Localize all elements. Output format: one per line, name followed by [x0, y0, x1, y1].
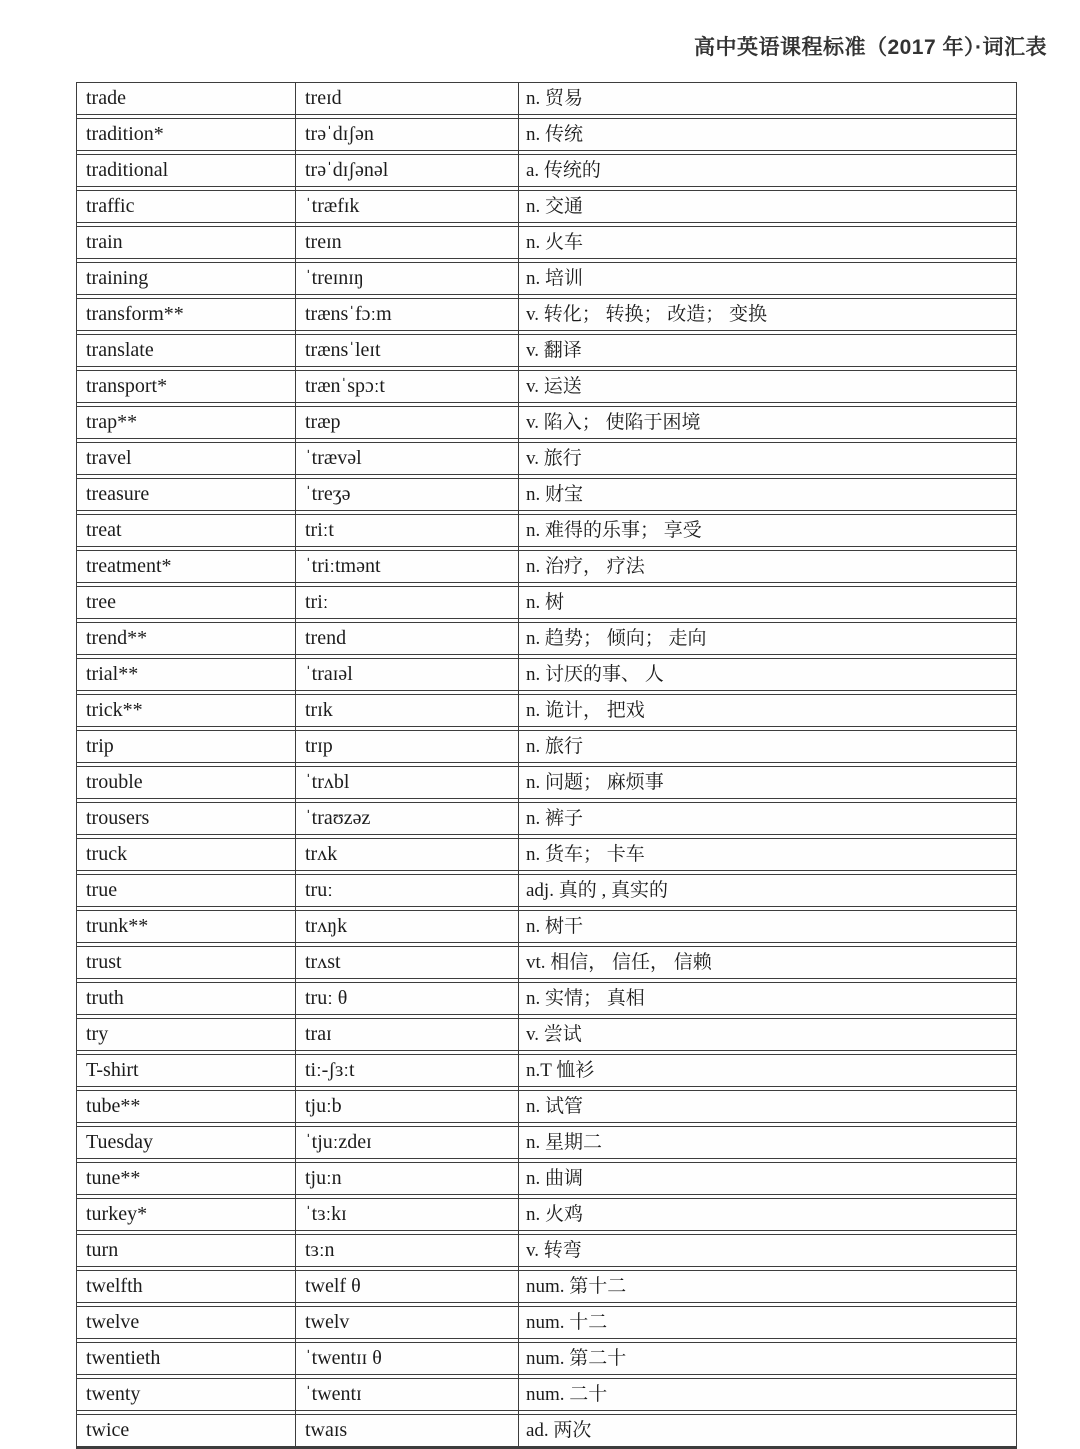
ipa-cell: ˈtreʒə: [305, 483, 351, 505]
table-row: [77, 262, 1016, 295]
meaning-cell: n. 星期二: [526, 1132, 603, 1153]
word-cell: tree: [86, 591, 116, 613]
meaning-cell: n. 货车； 卡车: [526, 844, 645, 865]
table-row: [77, 802, 1016, 835]
meaning-cell: n. 治疗， 疗法: [526, 556, 645, 577]
ipa-cell: truː θ: [305, 987, 348, 1009]
word-cell: travel: [86, 447, 132, 469]
meaning-cell: n. 交通: [526, 196, 584, 217]
ipa-cell: tiː-ʃɜːt: [305, 1059, 355, 1081]
table-row: [77, 1270, 1016, 1303]
table-row: [77, 766, 1016, 799]
word-cell: twentieth: [86, 1347, 161, 1369]
ipa-cell: ˈtwentɪɪ θ: [305, 1347, 382, 1369]
table-row: [77, 370, 1016, 403]
word-cell: trial**: [86, 663, 139, 685]
table-row: [77, 838, 1016, 871]
meaning-cell: num. 二十: [526, 1384, 608, 1405]
ipa-cell: tjuːn: [305, 1167, 342, 1189]
meaning-cell: n. 火车: [526, 232, 584, 253]
ipa-cell: ˈtɜːkɪ: [305, 1203, 347, 1225]
table-row: [77, 82, 1016, 115]
table-row: [77, 730, 1016, 763]
word-cell: turkey*: [86, 1203, 148, 1225]
table-row: [77, 910, 1016, 943]
ipa-cell: tɜːn: [305, 1239, 335, 1261]
table-row: [77, 1234, 1016, 1267]
table-row: [77, 1162, 1016, 1195]
meaning-cell: n. 贸易: [526, 88, 584, 109]
word-cell: trip: [86, 735, 114, 757]
column-divider-1: [295, 82, 296, 1447]
table-row: [77, 1126, 1016, 1159]
table-row: [77, 586, 1016, 619]
ipa-cell: trɪp: [305, 735, 333, 757]
table-row: [77, 190, 1016, 223]
table-row: [77, 658, 1016, 691]
table-row: [77, 874, 1016, 907]
ipa-cell: ˈtraʊzəz: [305, 807, 371, 829]
meaning-cell: v. 旅行: [526, 448, 582, 469]
table-row: [77, 622, 1016, 655]
table-row: [77, 694, 1016, 727]
word-cell: twelfth: [86, 1275, 143, 1297]
ipa-cell: trɪk: [305, 699, 333, 721]
ipa-cell: trænsˈfɔːm: [305, 303, 392, 325]
word-cell: train: [86, 231, 123, 253]
meaning-cell: vt. 相信， 信任， 信赖: [526, 952, 712, 973]
meaning-cell: n. 树: [526, 592, 565, 613]
ipa-cell: ˈtrævəl: [305, 447, 362, 469]
meaning-cell: n. 树干: [526, 916, 584, 937]
ipa-cell: ˈtreɪnɪŋ: [305, 267, 364, 289]
ipa-cell: treɪd: [305, 87, 342, 109]
meaning-cell: v. 尝试: [526, 1024, 582, 1045]
vocab-table-body: [77, 82, 1016, 1447]
table-row: [77, 1342, 1016, 1375]
ipa-cell: ˈtraɪəl: [305, 663, 353, 685]
word-cell: twice: [86, 1419, 130, 1441]
word-cell: traditional: [86, 159, 169, 181]
table-row: [77, 982, 1016, 1015]
word-cell: tradition*: [86, 123, 164, 145]
table-row: [77, 1414, 1016, 1447]
meaning-cell: n. 曲调: [526, 1168, 584, 1189]
word-cell: twenty: [86, 1383, 141, 1405]
meaning-cell: n. 火鸡: [526, 1204, 584, 1225]
meaning-cell: n.T 恤衫: [526, 1060, 595, 1081]
table-row: [77, 1090, 1016, 1123]
ipa-cell: trəˈdɪʃən: [305, 123, 374, 145]
ipa-cell: træp: [305, 411, 341, 433]
table-row: [77, 442, 1016, 475]
word-cell: transform**: [86, 303, 184, 325]
table-row: [77, 406, 1016, 439]
table-row: [77, 334, 1016, 367]
word-cell: twelve: [86, 1311, 140, 1333]
table-row: [77, 946, 1016, 979]
table-row: [77, 1306, 1016, 1339]
meaning-cell: n. 问题； 麻烦事: [526, 772, 664, 793]
word-cell: trunk**: [86, 915, 149, 937]
ipa-cell: twelf θ: [305, 1275, 361, 1297]
meaning-cell: n. 趋势； 倾向； 走向: [526, 628, 707, 649]
meaning-cell: adj. 真的 , 真实的: [526, 880, 668, 901]
word-cell: trend**: [86, 627, 148, 649]
ipa-cell: truː: [305, 879, 333, 901]
meaning-cell: n. 传统: [526, 124, 584, 145]
table-row: [77, 550, 1016, 583]
meaning-cell: v. 转弯: [526, 1240, 582, 1261]
meaning-cell: n. 财宝: [526, 484, 584, 505]
meaning-cell: num. 第二十: [526, 1348, 627, 1369]
ipa-cell: treɪn: [305, 231, 342, 253]
ipa-cell: traɪ: [305, 1023, 332, 1045]
table-row: [77, 118, 1016, 151]
word-cell: trust: [86, 951, 122, 973]
word-cell: try: [86, 1023, 109, 1045]
meaning-cell: n. 试管: [526, 1096, 584, 1117]
meaning-cell: v. 翻译: [526, 340, 582, 361]
ipa-cell: triː: [305, 591, 329, 613]
word-cell: tube**: [86, 1095, 141, 1117]
meaning-cell: v. 运送: [526, 376, 582, 397]
meaning-cell: n. 裤子: [526, 808, 584, 829]
meaning-cell: n. 难得的乐事； 享受: [526, 520, 702, 541]
ipa-cell: ˈtriːtmənt: [305, 555, 381, 577]
word-cell: tune**: [86, 1167, 141, 1189]
word-cell: Tuesday: [86, 1131, 154, 1153]
word-cell: traffic: [86, 195, 135, 217]
table-row: [77, 478, 1016, 511]
word-cell: truth: [86, 987, 124, 1009]
ipa-cell: ˈtrʌbl: [305, 771, 350, 793]
ipa-cell: trʌst: [305, 951, 341, 973]
ipa-cell: trʌŋk: [305, 915, 348, 937]
word-cell: truck: [86, 843, 128, 865]
word-cell: treasure: [86, 483, 150, 505]
word-cell: trousers: [86, 807, 150, 829]
ipa-cell: trəˈdɪʃənəl: [305, 159, 389, 181]
ipa-cell: tjuːb: [305, 1095, 342, 1117]
table-row: [77, 298, 1016, 331]
page-title: 高中英语课程标准（2017 年）·词汇表: [693, 36, 1047, 59]
meaning-cell: a. 传统的: [526, 160, 601, 181]
ipa-cell: twaɪs: [305, 1419, 348, 1441]
ipa-cell: triːt: [305, 519, 334, 541]
ipa-cell: ˈtwentɪ: [305, 1383, 362, 1405]
word-cell: transport*: [86, 375, 168, 397]
table-row: [77, 226, 1016, 259]
ipa-cell: trʌk: [305, 843, 338, 865]
ipa-cell: ˈtræfɪk: [305, 195, 360, 217]
word-cell: translate: [86, 339, 154, 361]
word-cell: trap**: [86, 411, 138, 433]
ipa-cell: trænsˈleɪt: [305, 339, 381, 361]
meaning-cell: ad. 两次: [526, 1420, 592, 1441]
table-row: [77, 1018, 1016, 1051]
meaning-cell: v. 陷入； 使陷于困境: [526, 412, 701, 433]
ipa-cell: ˈtjuːzdeɪ: [305, 1131, 372, 1153]
table-row: [77, 154, 1016, 187]
word-cell: trick**: [86, 699, 143, 721]
meaning-cell: n. 讨厌的事、 人: [526, 664, 664, 685]
word-cell: training: [86, 267, 149, 289]
meaning-cell: num. 第十二: [526, 1276, 627, 1297]
meaning-cell: n. 旅行: [526, 736, 584, 757]
table-row: [77, 1054, 1016, 1087]
word-cell: trouble: [86, 771, 143, 793]
word-cell: treatment*: [86, 555, 172, 577]
meaning-cell: n. 实情； 真相: [526, 988, 645, 1009]
word-cell: turn: [86, 1239, 119, 1261]
ipa-cell: twelv: [305, 1311, 350, 1333]
meaning-cell: v. 转化； 转换； 改造； 变换: [526, 304, 768, 325]
word-cell: true: [86, 879, 118, 901]
word-cell: T-shirt: [86, 1059, 139, 1081]
word-cell: trade: [86, 87, 126, 109]
meaning-cell: n. 培训: [526, 268, 584, 289]
column-divider-2: [518, 82, 519, 1447]
table-row: [77, 1378, 1016, 1411]
vocab-table: [76, 82, 1017, 1449]
ipa-cell: trænˈspɔːt: [305, 375, 385, 397]
meaning-cell: num. 十二: [526, 1312, 608, 1333]
table-row: [77, 514, 1016, 547]
meaning-cell: n. 诡计， 把戏: [526, 700, 645, 721]
table-row: [77, 1198, 1016, 1231]
ipa-cell: trend: [305, 627, 347, 649]
word-cell: treat: [86, 519, 122, 541]
